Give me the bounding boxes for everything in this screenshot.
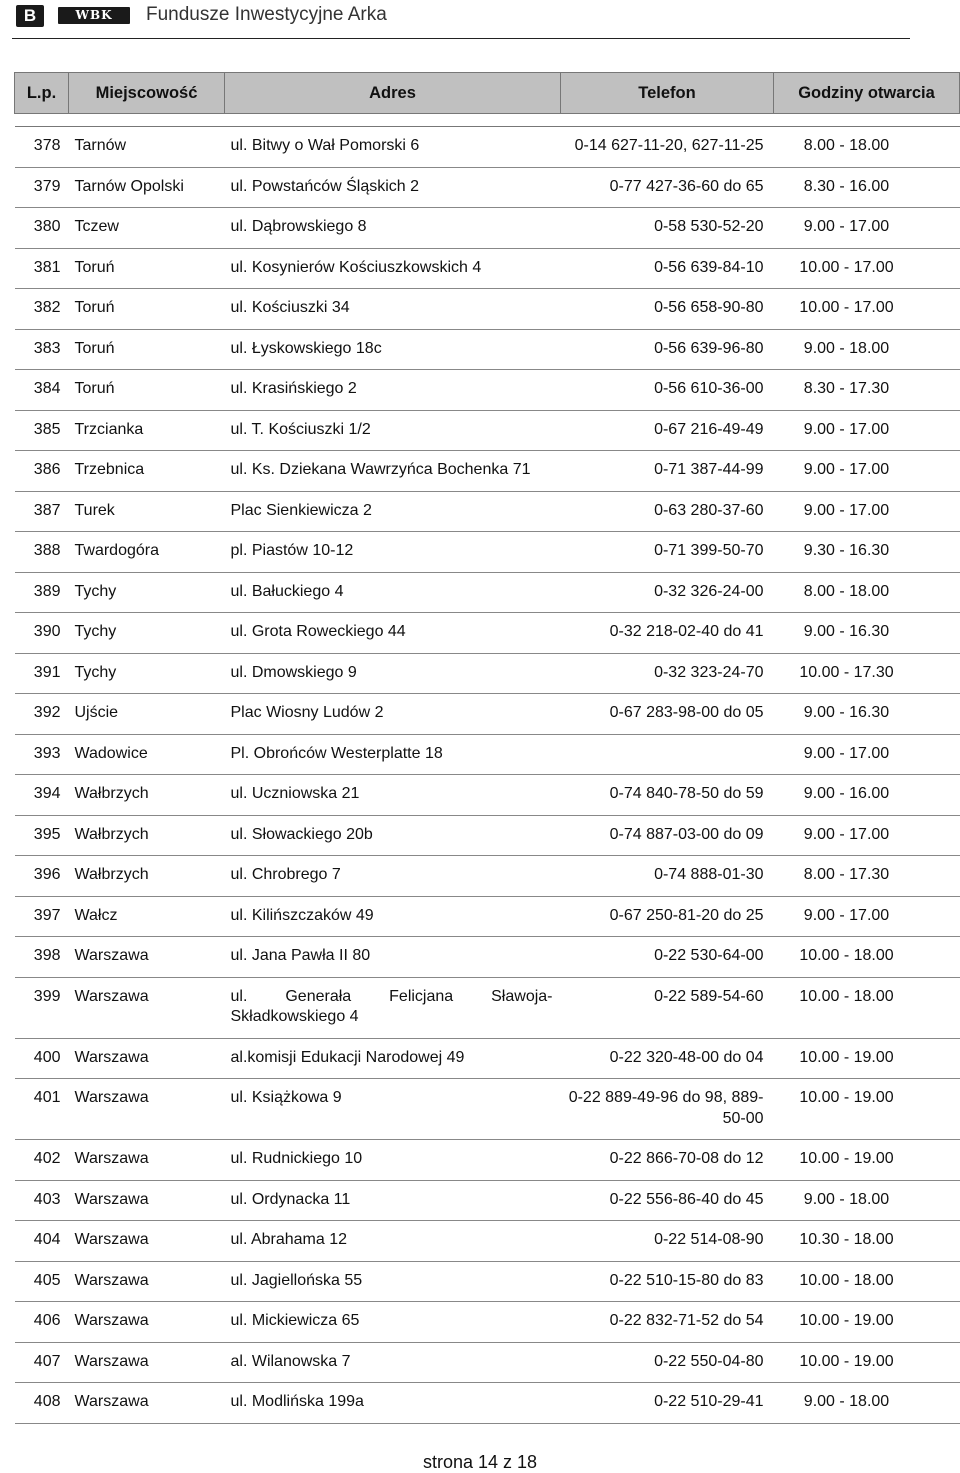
cell-address: ul. Bałuckiego 4 <box>225 572 561 613</box>
cell-phone: 0-71 387-44-99 <box>561 451 774 492</box>
cell-city: Warszawa <box>69 1038 225 1079</box>
cell-phone: 0-22 514-08-90 <box>561 1221 774 1262</box>
cell-lp: 399 <box>15 977 69 1038</box>
cell-city: Warszawa <box>69 1261 225 1302</box>
table-row <box>15 856 960 897</box>
cell-address: ul. Mickiewicza 65 <box>225 1302 561 1343</box>
cell-lp: 406 <box>15 1302 69 1343</box>
cell-lp: 388 <box>15 532 69 573</box>
cell-city: Tychy <box>69 653 225 694</box>
table-row <box>15 613 960 654</box>
table-row <box>15 572 960 613</box>
cell-phone: 0-22 866-70-08 do 12 <box>561 1140 774 1181</box>
cell-phone: 0-63 280-37-60 <box>561 491 774 532</box>
cell-city: Tarnów Opolski <box>69 167 225 208</box>
cell-phone: 0-32 326-24-00 <box>561 572 774 613</box>
cell-phone: 0-22 320-48-00 do 04 <box>561 1038 774 1079</box>
cell-lp: 398 <box>15 937 69 978</box>
cell-address: Plac Wiosny Ludów 2 <box>225 694 561 735</box>
table-row <box>15 1140 960 1181</box>
cell-hours: 9.00 - 18.00 <box>774 329 960 370</box>
cell-lp: 401 <box>15 1079 69 1140</box>
cell-hours: 9.00 - 18.00 <box>774 1383 960 1424</box>
cell-hours: 9.00 - 17.00 <box>774 208 960 249</box>
cell-hours: 8.30 - 17.30 <box>774 370 960 411</box>
table-row <box>15 1342 960 1383</box>
cell-city: Tychy <box>69 613 225 654</box>
cell-city: Wałbrzych <box>69 856 225 897</box>
table-row <box>15 167 960 208</box>
cell-address: ul. Łyskowskiego 18c <box>225 329 561 370</box>
cell-hours: 10.00 - 19.00 <box>774 1079 960 1140</box>
cell-city: Toruń <box>69 329 225 370</box>
cell-lp: 407 <box>15 1342 69 1383</box>
column-header-hours: Godziny otwarcia <box>774 73 960 114</box>
table-row <box>15 451 960 492</box>
cell-hours: 10.00 - 17.00 <box>774 289 960 330</box>
cell-hours: 9.00 - 17.00 <box>774 451 960 492</box>
cell-address: al.komisji Edukacji Narodowej 49 <box>225 1038 561 1079</box>
table-header-row <box>15 73 960 114</box>
cell-city: Warszawa <box>69 1221 225 1262</box>
table-row <box>15 1221 960 1262</box>
cell-hours: 9.30 - 16.30 <box>774 532 960 573</box>
cell-lp: 378 <box>15 127 69 168</box>
cell-address: ul. Generała Felicjana Sławoja-Składkowskiego 4 <box>225 977 561 1038</box>
cell-lp: 382 <box>15 289 69 330</box>
column-header-address: Adres <box>225 73 561 114</box>
table-row <box>15 1261 960 1302</box>
cell-lp: 389 <box>15 572 69 613</box>
cell-address: ul. Ks. Dziekana Wawrzyńca Bochenka 71 <box>225 451 561 492</box>
cell-phone: 0-74 840-78-50 do 59 <box>561 775 774 816</box>
cell-lp: 404 <box>15 1221 69 1262</box>
table-row <box>15 289 960 330</box>
cell-address: ul. Rudnickiego 10 <box>225 1140 561 1181</box>
cell-address: ul. Jagiellońska 55 <box>225 1261 561 1302</box>
cell-lp: 400 <box>15 1038 69 1079</box>
cell-lp: 386 <box>15 451 69 492</box>
cell-address: Plac Sienkiewicza 2 <box>225 491 561 532</box>
cell-address: ul. Bitwy o Wał Pomorski 6 <box>225 127 561 168</box>
cell-address: ul. Grota Roweckiego 44 <box>225 613 561 654</box>
bank-logo-text: WBK <box>58 7 130 24</box>
cell-city: Warszawa <box>69 937 225 978</box>
cell-address: ul. Jana Pawła II 80 <box>225 937 561 978</box>
cell-phone: 0-56 610-36-00 <box>561 370 774 411</box>
cell-address: ul. Kosynierów Kościuszkowskich 4 <box>225 248 561 289</box>
cell-lp: 402 <box>15 1140 69 1181</box>
cell-city: Warszawa <box>69 1383 225 1424</box>
cell-address: ul. Ordynacka 11 <box>225 1180 561 1221</box>
table-row <box>15 370 960 411</box>
cell-hours: 10.00 - 19.00 <box>774 1140 960 1181</box>
table-row <box>15 329 960 370</box>
cell-phone: 0-67 216-49-49 <box>561 410 774 451</box>
document-header <box>12 0 910 39</box>
cell-phone: 0-67 283-98-00 do 05 <box>561 694 774 735</box>
cell-phone: 0-32 323-24-70 <box>561 653 774 694</box>
table-row <box>15 248 960 289</box>
cell-hours: 10.00 - 19.00 <box>774 1302 960 1343</box>
cell-lp: 393 <box>15 734 69 775</box>
cell-address: ul. Kościuszki 34 <box>225 289 561 330</box>
cell-phone: 0-22 510-29-41 <box>561 1383 774 1424</box>
cell-lp: 395 <box>15 815 69 856</box>
cell-phone: 0-56 639-96-80 <box>561 329 774 370</box>
cell-address: ul. Dmowskiego 9 <box>225 653 561 694</box>
cell-lp: 387 <box>15 491 69 532</box>
cell-city: Toruń <box>69 289 225 330</box>
cell-phone: 0-22 530-64-00 <box>561 937 774 978</box>
table-row <box>15 653 960 694</box>
cell-hours: 10.30 - 18.00 <box>774 1221 960 1262</box>
cell-hours: 10.00 - 18.00 <box>774 1261 960 1302</box>
cell-hours: 9.00 - 18.00 <box>774 1180 960 1221</box>
cell-phone: 0-22 510-15-80 do 83 <box>561 1261 774 1302</box>
cell-city: Wałbrzych <box>69 775 225 816</box>
cell-hours: 9.00 - 17.00 <box>774 491 960 532</box>
cell-city: Trzebnica <box>69 451 225 492</box>
cell-hours: 8.30 - 16.00 <box>774 167 960 208</box>
cell-lp: 396 <box>15 856 69 897</box>
cell-address: ul. Abrahama 12 <box>225 1221 561 1262</box>
cell-hours: 10.00 - 17.30 <box>774 653 960 694</box>
cell-lp: 385 <box>15 410 69 451</box>
table-row <box>15 410 960 451</box>
table-row <box>15 896 960 937</box>
cell-lp: 383 <box>15 329 69 370</box>
cell-phone: 0-77 427-36-60 do 65 <box>561 167 774 208</box>
header-spacer <box>15 114 960 127</box>
cell-address: ul. Dąbrowskiego 8 <box>225 208 561 249</box>
cell-address: ul. Powstańców Śląskich 2 <box>225 167 561 208</box>
cell-address: ul. Kilińszczaków 49 <box>225 896 561 937</box>
cell-address: ul. Książkowa 9 <box>225 1079 561 1140</box>
cell-phone: 0-56 639-84-10 <box>561 248 774 289</box>
cell-phone: 0-74 887-03-00 do 09 <box>561 815 774 856</box>
table-row <box>15 1180 960 1221</box>
cell-phone: 0-22 589-54-60 <box>561 977 774 1038</box>
cell-hours: 9.00 - 17.00 <box>774 410 960 451</box>
cell-lp: 379 <box>15 167 69 208</box>
cell-lp: 394 <box>15 775 69 816</box>
cell-city: Warszawa <box>69 977 225 1038</box>
cell-lp: 384 <box>15 370 69 411</box>
cell-city: Tarnów <box>69 127 225 168</box>
cell-city: Ujście <box>69 694 225 735</box>
cell-phone: 0-14 627-11-20, 627-11-25 <box>561 127 774 168</box>
cell-hours: 9.00 - 17.00 <box>774 734 960 775</box>
bank-logo-mark: B <box>16 5 44 27</box>
table-row <box>15 694 960 735</box>
cell-phone: 0-56 658-90-80 <box>561 289 774 330</box>
cell-hours: 9.00 - 17.00 <box>774 896 960 937</box>
cell-hours: 9.00 - 17.00 <box>774 815 960 856</box>
cell-hours: 9.00 - 16.00 <box>774 775 960 816</box>
table-row <box>15 937 960 978</box>
cell-city: Twardogóra <box>69 532 225 573</box>
table-body <box>15 127 960 1424</box>
cell-city: Turek <box>69 491 225 532</box>
cell-city: Toruń <box>69 248 225 289</box>
cell-phone: 0-67 250-81-20 do 25 <box>561 896 774 937</box>
page-number: strona 14 z 18 <box>422 1452 538 1472</box>
cell-lp: 381 <box>15 248 69 289</box>
cell-city: Wałcz <box>69 896 225 937</box>
table-row <box>15 127 960 168</box>
cell-city: Warszawa <box>69 1302 225 1343</box>
table-row <box>15 1302 960 1343</box>
cell-city: Trzcianka <box>69 410 225 451</box>
cell-hours: 8.00 - 18.00 <box>774 572 960 613</box>
cell-hours: 10.00 - 17.00 <box>774 248 960 289</box>
cell-phone: 0-22 832-71-52 do 54 <box>561 1302 774 1343</box>
column-header-phone: Telefon <box>561 73 774 114</box>
cell-lp: 405 <box>15 1261 69 1302</box>
cell-city: Wadowice <box>69 734 225 775</box>
cell-address: ul. Chrobrego 7 <box>225 856 561 897</box>
cell-city: Tychy <box>69 572 225 613</box>
cell-hours: 8.00 - 17.30 <box>774 856 960 897</box>
table-row <box>15 1038 960 1079</box>
cell-lp: 380 <box>15 208 69 249</box>
cell-address: ul. Krasińskiego 2 <box>225 370 561 411</box>
cell-address: ul. T. Kościuszki 1/2 <box>225 410 561 451</box>
cell-lp: 392 <box>15 694 69 735</box>
cell-address: pl. Piastów 10-12 <box>225 532 561 573</box>
cell-hours: 10.00 - 18.00 <box>774 977 960 1038</box>
table-row <box>15 532 960 573</box>
cell-city: Warszawa <box>69 1079 225 1140</box>
table-row <box>15 1079 960 1140</box>
cell-lp: 403 <box>15 1180 69 1221</box>
cell-lp: 397 <box>15 896 69 937</box>
cell-phone: 0-22 889-49-96 do 98, 889-50-00 <box>561 1079 774 1140</box>
cell-hours: 9.00 - 16.30 <box>774 694 960 735</box>
cell-hours: 10.00 - 19.00 <box>774 1038 960 1079</box>
cell-phone: 0-22 556-86-40 do 45 <box>561 1180 774 1221</box>
cell-phone <box>561 734 774 775</box>
cell-address: ul. Słowackiego 20b <box>225 815 561 856</box>
cell-city: Wałbrzych <box>69 815 225 856</box>
cell-phone: 0-74 888-01-30 <box>561 856 774 897</box>
cell-phone: 0-22 550-04-80 <box>561 1342 774 1383</box>
cell-hours: 8.00 - 18.00 <box>774 127 960 168</box>
branch-table <box>14 72 960 1424</box>
cell-address: ul. Uczniowska 21 <box>225 775 561 816</box>
table-row <box>15 734 960 775</box>
cell-city: Warszawa <box>69 1180 225 1221</box>
table-row <box>15 1383 960 1424</box>
cell-city: Warszawa <box>69 1140 225 1181</box>
cell-phone: 0-71 399-50-70 <box>561 532 774 573</box>
cell-lp: 408 <box>15 1383 69 1424</box>
cell-city: Toruń <box>69 370 225 411</box>
cell-phone: 0-58 530-52-20 <box>561 208 774 249</box>
cell-address: al. Wilanowska 7 <box>225 1342 561 1383</box>
cell-hours: 10.00 - 18.00 <box>774 937 960 978</box>
column-header-lp: L.p. <box>15 73 69 114</box>
table-row <box>15 491 960 532</box>
cell-city: Warszawa <box>69 1342 225 1383</box>
document-title: Fundusze Inwestycyjne Arka <box>146 4 387 25</box>
table-row <box>15 977 960 1038</box>
cell-city: Tczew <box>69 208 225 249</box>
cell-phone: 0-32 218-02-40 do 41 <box>561 613 774 654</box>
cell-address: ul. Modlińska 199a <box>225 1383 561 1424</box>
table-row <box>15 775 960 816</box>
column-header-city: Miejscowość <box>69 73 225 114</box>
cell-lp: 390 <box>15 613 69 654</box>
table-row <box>15 208 960 249</box>
cell-lp: 391 <box>15 653 69 694</box>
cell-hours: 10.00 - 19.00 <box>774 1342 960 1383</box>
cell-address: Pl. Obrońców Westerplatte 18 <box>225 734 561 775</box>
table-row <box>15 815 960 856</box>
cell-hours: 9.00 - 16.30 <box>774 613 960 654</box>
